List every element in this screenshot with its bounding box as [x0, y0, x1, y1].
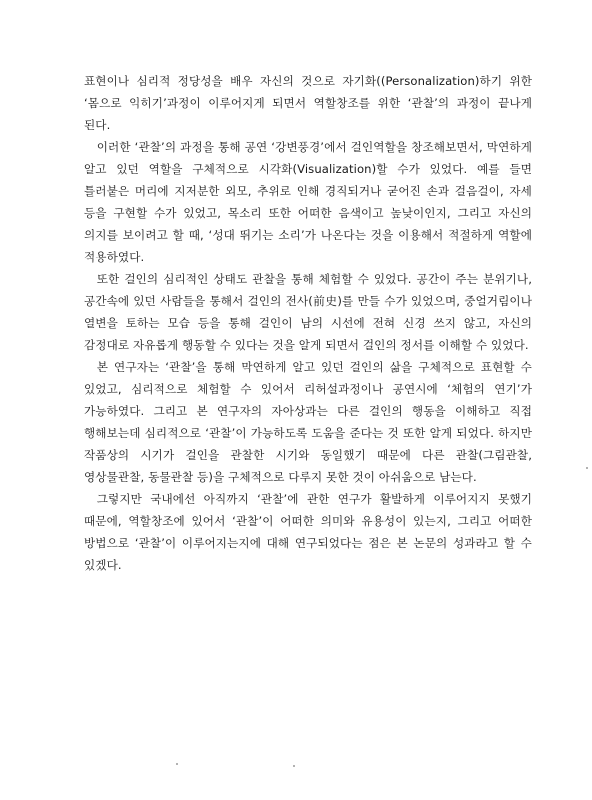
paragraph-psychological-state: 또한 걸인의 심리적인 상태도 관찰을 통해 체험할 수 있었다. 공간이 주는 분위기나, 공간속에 있던 사람들을 통해서 걸인의 전사(前史)를 만들 수가 있었으며, 중얼거림이나 열변을 토하는 모습 등을 통해 걸인이 남의 시선에 전혀 신경 쓰지 않고, 자신의 감정대로 자유롭게 행동할 수 있다는 것을 알게 되면서 걸인의 정서를 이해할 수 있었다.: [84, 272, 532, 352]
paragraph-conclusion: 그렇지만 국내에선 아직까지 ‘관찰’에 관한 연구가 활발하게 이루어지지 못했기 때문에, 역할창조에 있어서 ‘관찰’이 어떠한 의미와 유용성이 있는지, 그리고 어떠한 방법으로 ‘관찰’이 이루어지는지에 대해 연구되었다는 점은 본 논문의 성과라고 할 수 있겠다.: [84, 492, 532, 572]
body-text: [84, 70, 532, 576]
paragraph-researcher-reflection: 본 연구자는 ‘관찰’을 통해 막연하게 알고 있던 걸인의 삶을 구체적으로 표현할 수 있었고, 심리적으로 체험할 수 있어서 리허설과정이나 공연시에 ‘체험의 연기’가 가능하였다. 그리고 본 연구자의 자아상과는 다른 걸인의 행동을 이해하고 직접 행해보는데 심리적으로 ‘관찰’이 가능하도록 도움을 준다는 것 또한 알게 되었다. 하지만 작품상의 시기가 걸인을 관찰한 시기와 동일했기 때문에 다른 관찰(그림관찰, 영상물관찰, 동물관찰 등)을 구체적으로 다루지 못한 것이 아쉬움으로 남는다.: [84, 360, 532, 484]
scan-speck: [176, 763, 178, 765]
paragraph-continuation: 표현이나 심리적 정당성을 배우 자신의 것으로 자기화((Personalization)하기 위한 ‘몸으로 익히기’과정이 이루어지게 되면서 역할창조를 위한 ‘관찰’의 과정이 끝나게 된다.: [84, 74, 532, 132]
scan-speck: [586, 467, 588, 469]
scan-speck: [293, 765, 295, 767]
paragraph-observation-visualization: 이러한 ‘관찰’의 과정을 통해 공연 ‘강변풍경’에서 걸인역할을 창조해보면서, 막연하게 알고 있던 역할을 구체적으로 시각화(Visualization)할 수가 있었다. 예를 들면 틀러붙은 머리에 지저분한 외모, 추위로 인해 경직되거나 굳어진 손과 걸음걸이, 자세 등을 구현할 수가 있었고, 목소리 또한 어떠한 음색이고 높낮이인지, 그리고 자신의 의지를 보이려고 할 때, ‘성대 뛰기는 소리’가 나온다는 것을 이용해서 적절하게 역할에 적용하였다.: [84, 140, 532, 264]
